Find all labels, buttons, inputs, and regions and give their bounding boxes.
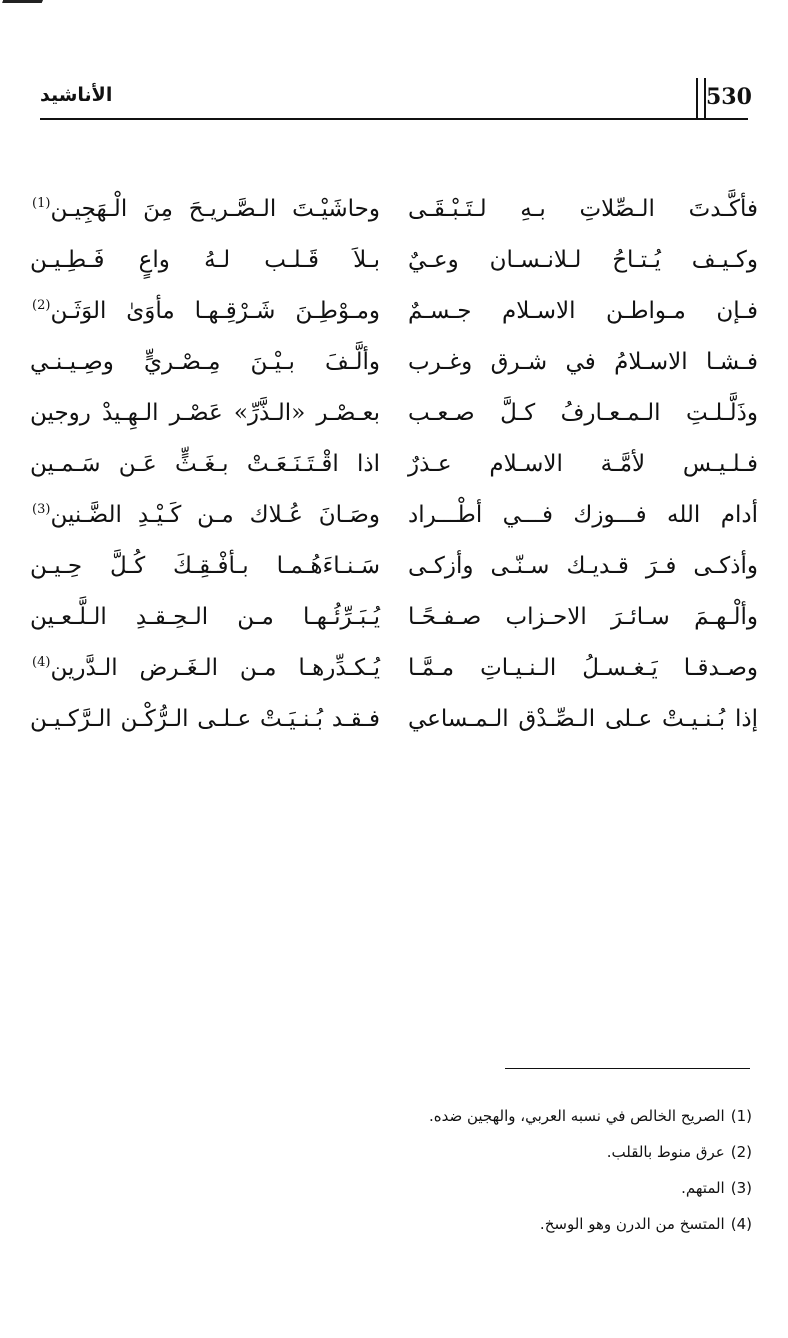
verse-first-hemistich: فـلـيـس لأمَّـة الاسـلام عـذرٌ <box>408 451 758 477</box>
verse-first-hemistich: وكـيـف يُـتـاحُ لـلانـسـان وعـيٌ <box>408 247 758 273</box>
footnote-marker: (1) <box>32 196 51 212</box>
running-title: الأناشيد <box>40 84 113 106</box>
header-divider-bar <box>696 78 706 120</box>
poem-right-column <box>408 184 758 744</box>
footnote-text: المتسخ من الدرن وهو الوسخ. <box>539 1215 725 1233</box>
footnote-number: (3) <box>730 1179 752 1197</box>
verse-text: يُـبَـرِّئُـهـا مـن الـحِـقـدِ الـلَّـعـين <box>30 604 380 630</box>
verse-first-hemistich: فـإن مـواطـن الاسـلام جـسـمٌ <box>408 298 758 324</box>
page-number: 530 <box>706 84 752 110</box>
verse-second-hemistich <box>30 592 380 643</box>
footnotes <box>32 1098 752 1242</box>
verse-text: اذا اقْـتَـنَـعَـتْ بـغَـثٍّ عَـن سَـمـين <box>30 451 380 477</box>
verse-text: بعـصْـر «الـذَّرِّ» عَصْـر الـهِـيدْ روجين <box>30 400 380 426</box>
verse-second-hemistich <box>30 694 380 745</box>
footnote-text: الصريح الخالص في نسبه العربي، والهجين ضده. <box>428 1107 725 1125</box>
header-rule <box>40 118 748 120</box>
footnote-item <box>32 1134 752 1170</box>
verse-second-hemistich <box>30 490 380 541</box>
verse-first-hemistich: وأذكـى فـرَ قـديـك سـنّـى وأزكـى <box>408 553 758 579</box>
verse-first-hemistich: وصـدقـا يَـغـسـلُ الـنـيـاتِ مـمَّـا <box>408 655 758 681</box>
footnote-separator <box>505 1068 750 1069</box>
footnote-number: (2) <box>730 1143 752 1161</box>
footnote-number: (4) <box>730 1215 752 1233</box>
poem-left-column <box>30 184 380 744</box>
footnote-text: المتهم. <box>681 1179 725 1197</box>
footnote-item <box>32 1206 752 1242</box>
verse-second-hemistich <box>30 541 380 592</box>
verse-text: وحاشَيْـتَ الـصَّـريـحَ مِنَ الْـهَجِيـن <box>50 196 380 222</box>
footnote-marker: (2) <box>32 298 51 314</box>
verse-second-hemistich <box>30 337 380 388</box>
verse-text: سَـنـاءَهُـمـا بـأفْـقِـكَ كُـلَّ حِـيـن <box>30 553 380 579</box>
verse-text: وصَـانَ عُـلاك مـن كَـيْـدِ الضَّـنين <box>50 502 380 528</box>
scan-edge-mark <box>0 0 43 17</box>
verse-first-hemistich: فـشـا الاسـلامُ في شـرق وغـرب <box>408 349 758 375</box>
verse-second-hemistich <box>30 439 380 490</box>
verse-first-hemistich: إذا بُـنـيـتْ عـلى الـصِّـدْق الـمـساعي <box>408 706 758 732</box>
verse-second-hemistich <box>30 184 380 235</box>
verse-second-hemistich <box>30 643 380 694</box>
verse-first-hemistich: وذَلَّـلـتِ الـمـعـارفُ كـلَّ صـعـب <box>408 400 758 426</box>
verse-second-hemistich <box>30 286 380 337</box>
footnote-marker: (4) <box>32 655 51 671</box>
page-header <box>40 78 752 128</box>
verse-text: فـقـد بُـنـيَـتْ عـلـى الـرُّكْـن الـرَّكـيـن <box>30 706 380 732</box>
verse-text: ومـوْطِـنَ شَـرْقِـهـا مأوَىٰ الوَثَـن <box>50 298 380 324</box>
poem-body <box>30 184 758 744</box>
verse-first-hemistich: وألْـهـمَ سـائـرَ الاحـزاب صـفـحًـا <box>408 604 758 630</box>
verse-second-hemistich <box>30 235 380 286</box>
footnote-item <box>32 1170 752 1206</box>
verse-text: وألَّـفَ بـيْـنَ مِـصْـريٍّ وصِـيـنـي <box>30 349 380 375</box>
footnote-number: (1) <box>730 1107 752 1125</box>
verse-first-hemistich: أدام الله فـــوزك فـــي أطْـــراد <box>408 502 758 528</box>
verse-text: بـلاَ قَـلـب لـهُ واعٍ فَـطِـيـن <box>30 247 380 273</box>
footnote-item <box>32 1098 752 1134</box>
footnote-text: عرق منوط بالقلب. <box>606 1143 725 1161</box>
verse-second-hemistich <box>30 388 380 439</box>
verse-text: يُـكـدِّرهـا مـن الـغَـرض الـدَّرين <box>50 655 380 681</box>
verse-first-hemistich: فأكَّـدتَ الـصِّلاتِ بـهِ لـتَـبْـقَـى <box>408 196 758 222</box>
footnote-marker: (3) <box>32 502 51 518</box>
